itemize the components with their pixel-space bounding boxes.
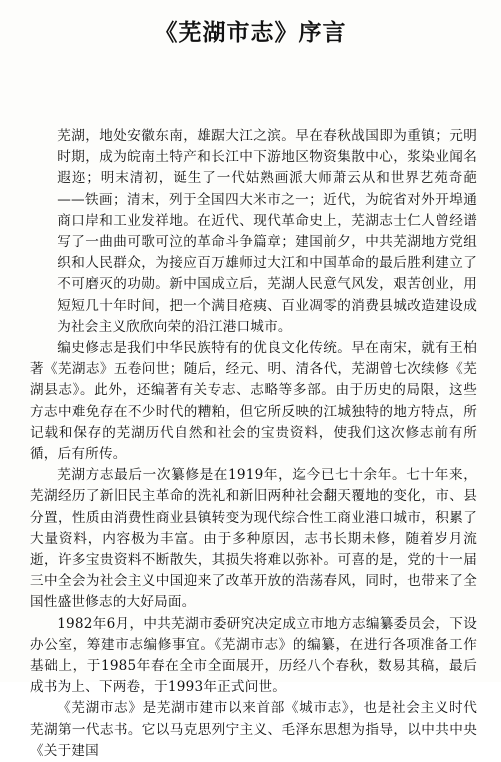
paragraph: 《芜湖市志》是芜湖市建市以来首部《城市志》，也是社会主义时代芜湖第一代志书。它以马克思列宁主义、毛泽东思想为指导，以中共中央《关于建国 (30, 700, 477, 759)
paragraph: 芜湖方志最后一次纂修是在1919年，迄今已七十余年。七十年来，芜湖经历了新旧民主革命的洗礼和新旧两种社会翻天覆地的变化，市、县分置，性质由消费性商业县镇转变为现代综合性工商业港口城市，积累了大量资料，内容极为丰富。由于多种原因，志书长期未修，随着岁月流逝，许多宝贵资料不断散失，其损失将难以弥补。可喜的是，党的十一届三中全会为社会主义中国迎来了改革开放的浩荡春风，同时，也带来了全国性盛世修志的大好局面。 (30, 467, 477, 611)
paragraph: 芜湖，地处安徽东南，雄踞大江之滨。早在春秋战国即为重镇；元明时期，成为皖南土特产和长江中下游地区物资集散中心，浆染业闻名遐迩；明末清初，诞生了一代姑熟画派大师萧云从和世界艺苑奇葩——铁画；清末，列于全国四大米市之一；近代，为皖省对外开埠通商口岸和工业发祥地。在近代、现代革命史上，芜湖志士仁人曾经谱写了一曲曲可歌可泣的革命斗争篇章；建国前夕，中共芜湖地方党组织和人民群众，为接应百万雄师过大江和中国革命的最后胜利建立了不可磨灭的功勋。新中国成立后，芜湖人民意气风发，艰苦创业，用短短几十年时间，把一个满目疮痍、百业凋零的消费县城改造建设成为社会主义欣欣向荣的沿江港口城市。 (57, 128, 477, 335)
paragraph: 编史修志是我们中华民族特有的优良文化传统。早在南宋，就有王柏著《芜湖志》五卷问世；随后，经元、明、清各代，芜湖曾七次续修《芜湖县志》。此外，还编著有关专志、志略等多部。由于历史的局限，这些方志中难免存在不少时代的糟粕，但它所反映的江城独特的地方特点，所记载和保存的芜湖历代自然和社会的宝贵资料，使我们这次修志前有所循，后有所传。 (30, 340, 477, 463)
paragraph: 1982年6月，中共芜湖市委研究决定成立市地方志编纂委员会，下设办公室，筹建市志编修事宜。《芜湖市志》的编纂，在进行各项准备工作基础上，于1985年春在全市全面展开，历经八个春秋，数易其稿，最后成书为上、下两卷，于1993年正式问世。 (30, 615, 477, 696)
document-title: 《芜湖市志》序言 (154, 20, 347, 46)
document-body (30, 126, 477, 762)
